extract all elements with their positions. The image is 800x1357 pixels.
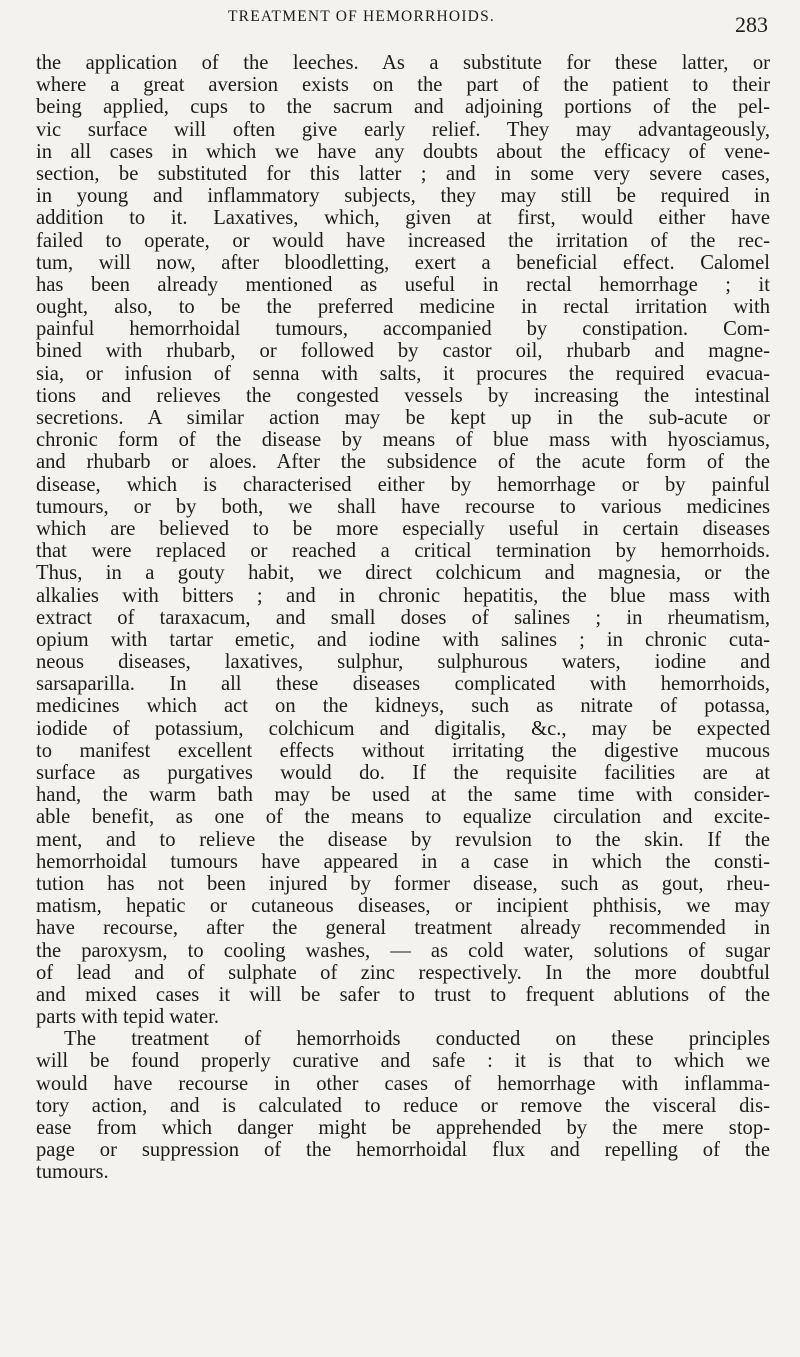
text-line: tions and relieves the congested vessels by increasing the intestinal	[36, 384, 770, 407]
text-line: surface as purgatives would do. If the requisite facilities are at	[36, 762, 770, 784]
text-line: failed to operate, or would have increased the irritation of the rec-	[36, 229, 770, 252]
text-line: able benefit, as one of the means to equalize circulation and excite-	[36, 806, 770, 829]
text-line: tumours.	[36, 1161, 109, 1184]
text-line: iodide of potassium, colchicum and digitalis, &c., may be expected	[36, 717, 770, 740]
text-line: medicines which act on the kidneys, such as nitrate of potassa,	[36, 695, 770, 718]
text-line: in all cases in which we have any doubts about the efficacy of vene-	[36, 140, 770, 163]
page-number: 283	[735, 12, 768, 37]
text-line: of lead and of sulphate of zinc respectively. In the more doubtful	[36, 961, 770, 984]
text-line: being applied, cups to the sacrum and adjoining portions of the pel-	[36, 96, 770, 119]
text-line: would have recourse in other cases of hemorrhage with inflamma-	[36, 1072, 770, 1095]
text-line: disease, which is characterised either by hemorrhage or by painful	[36, 473, 770, 496]
text-line: alkalies with bitters ; and in chronic hepatitis, the blue mass with	[36, 584, 770, 607]
text-line: tution has not been injured by former disease, such as gout, rheu-	[36, 872, 770, 895]
text-line: secretions. A similar action may be kept up in the sub-acute or	[36, 407, 770, 429]
text-line: chronic form of the disease by means of blue mass with hyosciamus,	[36, 429, 770, 452]
text-line: ment, and to relieve the disease by revulsion to the skin. If the	[36, 828, 770, 851]
text-line: in young and inflammatory subjects, they may still be required in	[36, 185, 770, 208]
text-line: where a great aversion exists on the part of the patient to their	[36, 74, 770, 97]
text-line: vic surface will often give early relief. They may advantageously,	[36, 118, 770, 141]
text-line: tory action, and is calculated to reduce or remove the visceral dis-	[36, 1094, 770, 1117]
text-line: ease from which danger might be apprehended by the mere stop-	[36, 1117, 770, 1139]
text-line: page or suppression of the hemorrhoidal flux and repelling of the	[36, 1139, 770, 1162]
text-line: the application of the leeches. As a substitute for these latter, or	[36, 52, 770, 74]
text-line: extract of taraxacum, and small doses of salines ; in rheumatism,	[36, 606, 770, 629]
running-title: TREATMENT OF HEMORRHOIDS.	[228, 8, 495, 25]
text-line: parts with tepid water.	[36, 1006, 220, 1029]
text-line: hemorrhoidal tumours have appeared in a case in which the consti-	[36, 850, 770, 873]
running-header	[0, 6, 800, 37]
text-line: the paroxysm, to cooling washes, — as cold water, solutions of sugar	[36, 939, 770, 962]
text-line: tumours, or by both, we shall have recourse to various medicines	[36, 495, 770, 518]
paragraph-start-line: The treatment of hemorrhoids conducted on these principles	[64, 1028, 770, 1051]
text-line: and mixed cases it will be safer to trust to frequent ablutions of the	[36, 983, 770, 1006]
text-line: to manifest excellent effects without irritating the digestive mucous	[36, 739, 770, 762]
text-line: painful hemorrhoidal tumours, accompanied by constipation. Com-	[36, 318, 770, 341]
text-line: will be found properly curative and safe : it is that to which we	[36, 1050, 770, 1073]
text-line: which are believed to be more especially useful in certain diseases	[36, 517, 770, 540]
text-line: opium with tartar emetic, and iodine with salines ; in chronic cuta-	[36, 628, 770, 651]
text-line: have recourse, after the general treatment already recommended in	[36, 917, 770, 940]
text-line: addition to it. Laxatives, which, given at first, would either have	[36, 207, 770, 230]
text-line: and rhubarb or aloes. After the subsidence of the acute form of the	[36, 451, 770, 474]
text-line: hand, the warm bath may be used at the same time with consider-	[36, 784, 770, 807]
text-line: that were replaced or reached a critical termination by hemorrhoids.	[36, 540, 770, 563]
text-line: tum, will now, after bloodletting, exert a beneficial effect. Calomel	[36, 251, 770, 274]
text-line: sarsaparilla. In all these diseases complicated with hemorrhoids,	[36, 673, 770, 696]
text-line: neous diseases, laxatives, sulphur, sulphurous waters, iodine and	[36, 651, 770, 674]
body-text	[36, 52, 770, 1184]
text-line: sia, or infusion of senna with salts, it procures the required evacua-	[36, 362, 770, 385]
text-line: bined with rhubarb, or followed by castor oil, rhubarb and magne-	[36, 340, 770, 363]
text-line: matism, hepatic or cutaneous diseases, or incipient phthisis, we may	[36, 895, 770, 918]
text-line: Thus, in a gouty habit, we direct colchicum and magnesia, or the	[36, 562, 770, 585]
text-line: has been already mentioned as useful in rectal hemorrhage ; it	[36, 273, 770, 296]
text-line: ought, also, to be the preferred medicine in rectal irritation with	[36, 296, 770, 319]
text-line: section, be substituted for this latter ; and in some very severe cases,	[36, 162, 770, 185]
